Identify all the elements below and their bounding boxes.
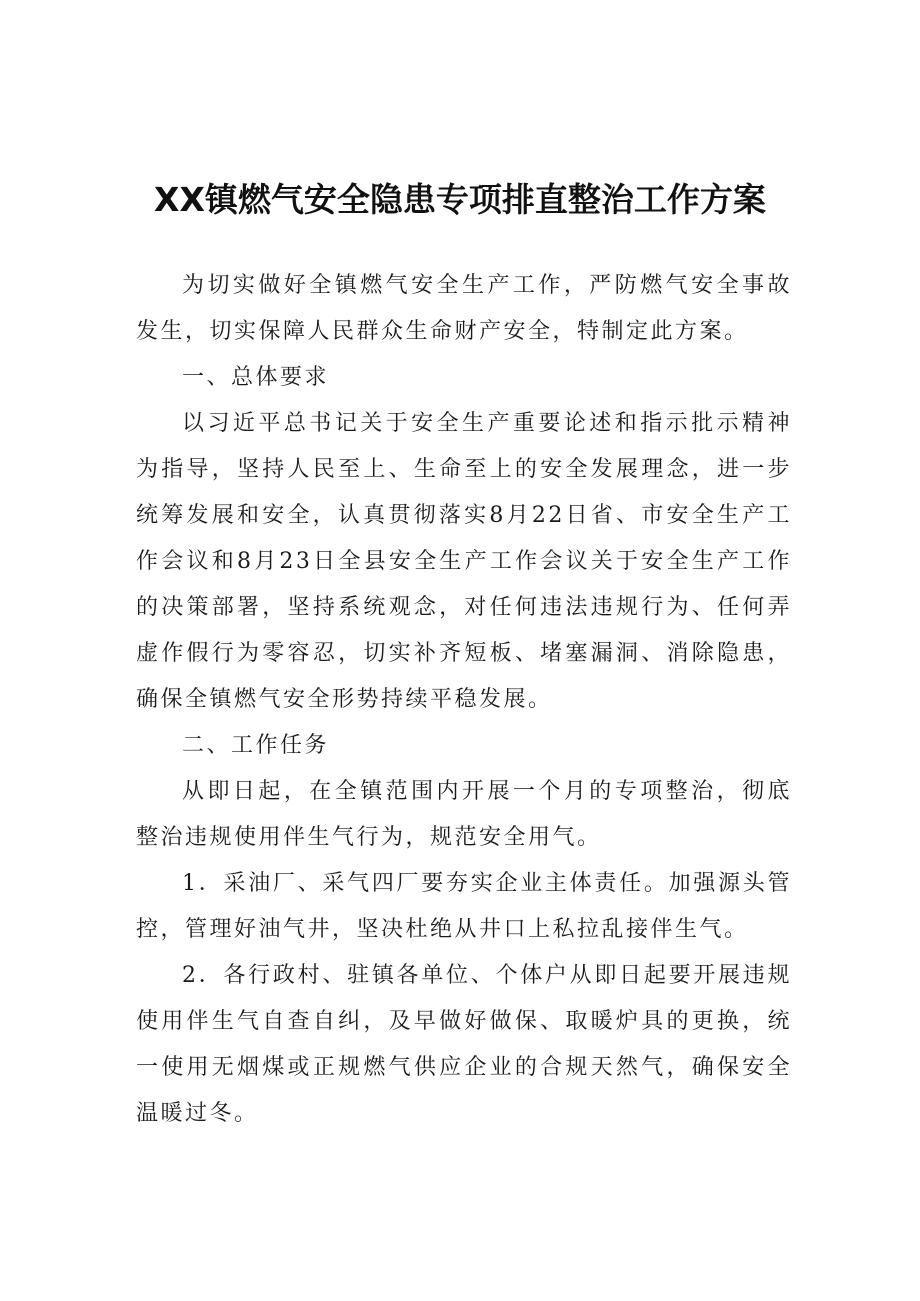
task-item-2: 2．各行政村、驻镇各单位、个体户从即日起要开展违规使用伴生气自查自纠，及早做好做保、取暖炉具的更换，统一使用无烟煤或正规燃气供应企业的合规天然气，确保安全温暖过冬。 [136,963,792,1126]
intro-paragraph: 为切实做好全镇燃气安全生产工作，严防燃气安全事故发生，切实保障人民群众生命财产安全，特制定此方案。 [136,273,792,344]
work-tasks-intro-paragraph: 从即日起，在全镇范围内开展一个月的专项整治，彻底整治违规使用伴生气行为，规范安全用气。 [136,779,792,850]
section-heading-work-tasks: 二、工作任务 [182,733,330,758]
general-requirements-paragraph: 以习近平总书记关于安全生产重要论述和指示批示精神为指导，坚持人民至上、生命至上的安全发展理念，进一步统筹发展和安全，认真贯彻落实8月22日省、市安全生产工作会议和8月23日全县安全生产工作会议关于安全生产工作的决策部署，坚持系统观念，对任何违法违规行为、任何弄虚作假行为零容忍，切实补齐短板、堵塞漏洞、消除隐患，确保全镇燃气安全形势持续平稳发展。 [136,411,792,712]
task-item-1: 1．采油厂、采气四厂要夯实企业主体责任。加强源头管控，管理好油气井，坚决杜绝从井口上私拉乱接伴生气。 [136,871,792,942]
document-body [136,263,792,1137]
document-title: XX镇燃气安全隐患专项排直整治工作方案 [154,180,766,219]
section-heading-general-requirements: 一、总体要求 [182,365,330,390]
